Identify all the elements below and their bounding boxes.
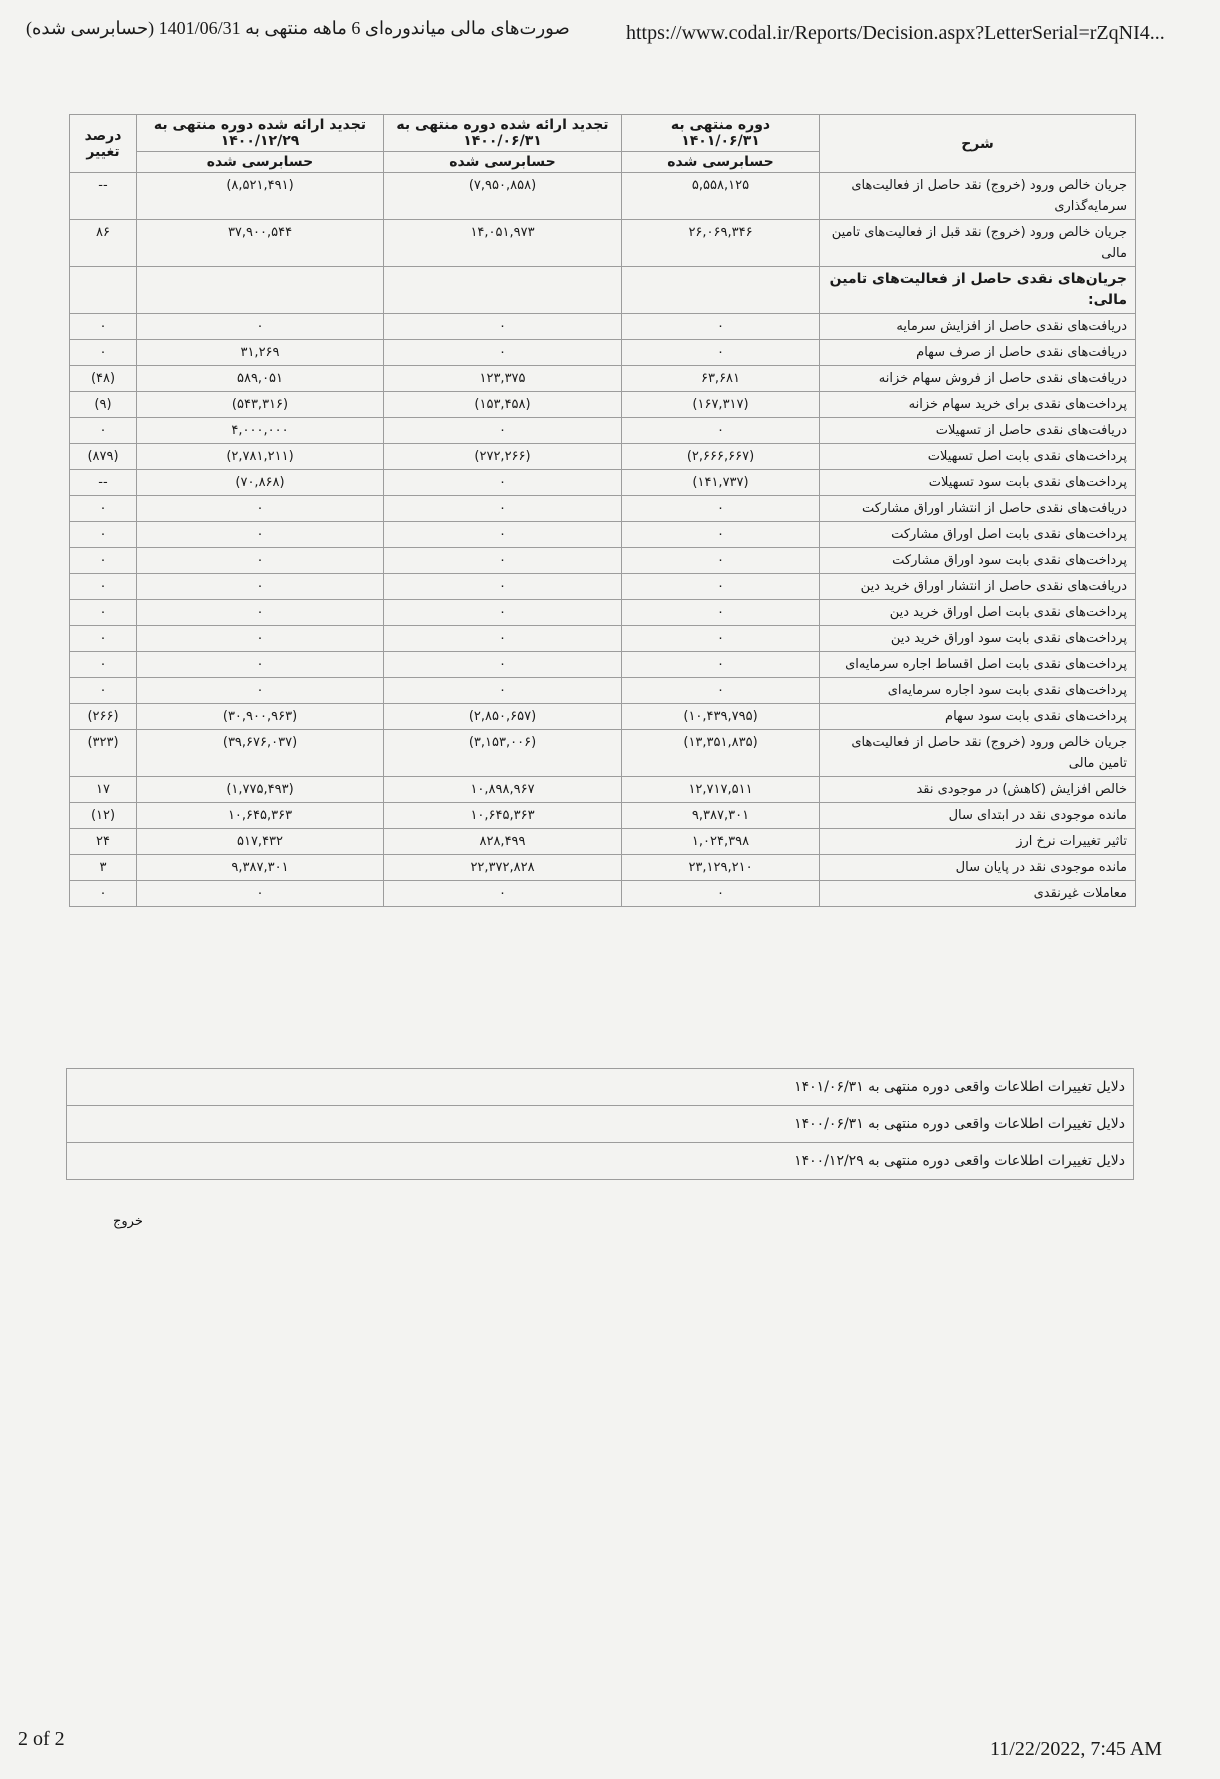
cell-percent-change: ۰	[70, 600, 137, 626]
cell-period-1401-06-31: ۵,۵۵۸,۱۲۵	[622, 173, 820, 220]
cell-restated-1400-06-31: ۰	[384, 314, 622, 340]
cell-restated-1400-12-29: (۳۰,۹۰۰,۹۶۳)	[137, 704, 384, 730]
row-description: پرداخت‌های نقدی بابت اصل اوراق مشارکت	[820, 522, 1136, 548]
row-description: پرداخت‌های نقدی بابت سود سهام	[820, 704, 1136, 730]
cell-period-1401-06-31: ۱,۰۲۴,۳۹۸	[622, 829, 820, 855]
row-description: مانده موجودی نقد در پایان سال	[820, 855, 1136, 881]
cell-restated-1400-12-29: ۴,۰۰۰,۰۰۰	[137, 418, 384, 444]
table-row	[70, 220, 1136, 267]
cell-restated-1400-12-29: ۰	[137, 600, 384, 626]
cell-percent-change: ۰	[70, 548, 137, 574]
cell-period-1401-06-31: ۹,۳۸۷,۳۰۱	[622, 803, 820, 829]
cell-period-1401-06-31: ۰	[622, 626, 820, 652]
cell-restated-1400-06-31: ۱۰,۸۹۸,۹۶۷	[384, 777, 622, 803]
cell-restated-1400-06-31	[384, 267, 622, 314]
cell-period-1401-06-31: ۰	[622, 652, 820, 678]
table-row	[70, 267, 1136, 314]
header-audited: حسابرسی شده	[622, 152, 820, 173]
table-row	[70, 574, 1136, 600]
header-audited: حسابرسی شده	[137, 152, 384, 173]
cell-restated-1400-06-31: (۱۵۳,۴۵۸)	[384, 392, 622, 418]
cell-restated-1400-12-29: ۰	[137, 678, 384, 704]
cell-percent-change: ۰	[70, 652, 137, 678]
cell-restated-1400-06-31: ۰	[384, 470, 622, 496]
cell-restated-1400-06-31: ۸۲۸,۴۹۹	[384, 829, 622, 855]
cell-percent-change: (۳۲۳)	[70, 730, 137, 777]
exit-link[interactable]: خروج	[113, 1214, 143, 1229]
row-description: دریافت‌های نقدی حاصل از فروش سهام خزانه	[820, 366, 1136, 392]
row-description: جریان خالص ورود (خروج) نقد حاصل از فعالیت‌های سرمایه‌گذاری	[820, 173, 1136, 220]
table-row	[70, 652, 1136, 678]
row-description: پرداخت‌های نقدی بابت سود اوراق خرید دین	[820, 626, 1136, 652]
row-description: جریان خالص ورود (خروج) نقد قبل از فعالیت‌های تامین مالی	[820, 220, 1136, 267]
change-reason-row: دلایل تغییرات اطلاعات واقعی دوره منتهی به ۱۴۰۰/۰۶/۳۱	[67, 1106, 1133, 1143]
cell-period-1401-06-31: (۱۳,۳۵۱,۸۳۵)	[622, 730, 820, 777]
table-row	[70, 418, 1136, 444]
cell-restated-1400-06-31: ۱۲۳,۳۷۵	[384, 366, 622, 392]
cell-restated-1400-12-29: ۰	[137, 314, 384, 340]
cell-restated-1400-12-29: ۰	[137, 626, 384, 652]
cell-restated-1400-12-29: ۰	[137, 652, 384, 678]
cell-percent-change: ۰	[70, 522, 137, 548]
print-datetime: 11/22/2022, 7:45 AM	[990, 1738, 1163, 1760]
cell-period-1401-06-31: ۰	[622, 881, 820, 907]
change-reason-row: دلایل تغییرات اطلاعات واقعی دوره منتهی به ۱۴۰۰/۱۲/۲۹	[794, 1153, 1125, 1169]
cell-percent-change: (۸۷۹)	[70, 444, 137, 470]
cell-period-1401-06-31: ۰	[622, 314, 820, 340]
row-description: جریان خالص ورود (خروج) نقد حاصل از فعالیت‌های تامین مالی	[820, 730, 1136, 777]
cell-restated-1400-12-29: (۵۴۳,۳۱۶)	[137, 392, 384, 418]
change-reason-row: دلایل تغییرات اطلاعات واقعی دوره منتهی به ۱۴۰۱/۰۶/۳۱	[67, 1069, 1133, 1106]
header-percent-change: درصد تغییر	[70, 115, 137, 173]
table-row	[70, 392, 1136, 418]
cell-restated-1400-06-31: (۲۷۲,۲۶۶)	[384, 444, 622, 470]
row-description: پرداخت‌های نقدی بابت سود تسهیلات	[820, 470, 1136, 496]
header-audited: حسابرسی شده	[384, 152, 622, 173]
cell-restated-1400-06-31: ۰	[384, 626, 622, 652]
cell-percent-change: ۰	[70, 314, 137, 340]
cell-restated-1400-12-29: ۰	[137, 881, 384, 907]
page-number: 2 of 2	[18, 1728, 65, 1750]
cell-restated-1400-06-31: ۱۴,۰۵۱,۹۷۳	[384, 220, 622, 267]
table-row	[70, 340, 1136, 366]
cell-restated-1400-12-29: ۵۱۷,۴۳۲	[137, 829, 384, 855]
row-description: جریان‌های نقدی حاصل از فعالیت‌های تامین مالی:	[820, 267, 1136, 314]
cell-period-1401-06-31: ۰	[622, 548, 820, 574]
cell-restated-1400-06-31: ۰	[384, 600, 622, 626]
cell-period-1401-06-31: ۰	[622, 418, 820, 444]
cell-restated-1400-12-29: (۸,۵۲۱,۴۹۱)	[137, 173, 384, 220]
cell-period-1401-06-31: ۲۶,۰۶۹,۳۴۶	[622, 220, 820, 267]
cell-period-1401-06-31: ۲۳,۱۲۹,۲۱۰	[622, 855, 820, 881]
header-restated-1400-12-29: تجدید ارائه شده دوره منتهی به ۱۴۰۰/۱۲/۲۹	[137, 115, 384, 152]
row-description: پرداخت‌های نقدی برای خرید سهام خزانه	[820, 392, 1136, 418]
cell-period-1401-06-31: ۶۳,۶۸۱	[622, 366, 820, 392]
cell-period-1401-06-31: (۱۶۷,۳۱۷)	[622, 392, 820, 418]
cell-restated-1400-06-31: (۷,۹۵۰,۸۵۸)	[384, 173, 622, 220]
cell-restated-1400-06-31: ۰	[384, 678, 622, 704]
cell-period-1401-06-31	[622, 267, 820, 314]
table-row	[70, 730, 1136, 777]
cell-percent-change: ۱۷	[70, 777, 137, 803]
cell-restated-1400-12-29: ۳۷,۹۰۰,۵۴۴	[137, 220, 384, 267]
cell-restated-1400-12-29: ۱۰,۶۴۵,۳۶۳	[137, 803, 384, 829]
row-description: پرداخت‌های نقدی بابت سود اوراق مشارکت	[820, 548, 1136, 574]
page-url: https://www.codal.ir/Reports/Decision.aspx?LetterSerial=rZqNI4...	[626, 22, 1165, 44]
row-description: مانده موجودی نقد در ابتدای سال	[820, 803, 1136, 829]
cell-percent-change: ۰	[70, 626, 137, 652]
cell-restated-1400-12-29	[137, 267, 384, 314]
cell-percent-change: ۰	[70, 881, 137, 907]
cell-percent-change: (۱۲)	[70, 803, 137, 829]
table-row	[70, 626, 1136, 652]
table-row	[70, 881, 1136, 907]
cell-restated-1400-12-29: (۲,۷۸۱,۲۱۱)	[137, 444, 384, 470]
table-row	[70, 600, 1136, 626]
cell-restated-1400-06-31: (۲,۸۵۰,۶۵۷)	[384, 704, 622, 730]
cell-restated-1400-06-31: ۰	[384, 522, 622, 548]
cell-restated-1400-12-29: (۱,۷۷۵,۴۹۳)	[137, 777, 384, 803]
cell-restated-1400-12-29: ۰	[137, 574, 384, 600]
cell-restated-1400-06-31: ۰	[384, 881, 622, 907]
table-row	[70, 444, 1136, 470]
cell-period-1401-06-31: ۰	[622, 496, 820, 522]
cell-period-1401-06-31: ۰	[622, 600, 820, 626]
cell-restated-1400-06-31: ۰	[384, 652, 622, 678]
cell-percent-change: ۰	[70, 574, 137, 600]
cell-percent-change: (۲۶۶)	[70, 704, 137, 730]
cell-restated-1400-06-31: ۰	[384, 418, 622, 444]
cell-percent-change: ۰	[70, 496, 137, 522]
table-row	[70, 678, 1136, 704]
table-row	[70, 522, 1136, 548]
cell-percent-change: --	[70, 470, 137, 496]
cell-restated-1400-12-29: ۰	[137, 496, 384, 522]
row-description: پرداخت‌های نقدی بابت اصل اقساط اجاره سرمایه‌ای	[820, 652, 1136, 678]
cell-percent-change: ۳	[70, 855, 137, 881]
cell-period-1401-06-31: ۰	[622, 522, 820, 548]
header-description: شرح	[820, 115, 1136, 173]
header-period-1401-06-31: دوره منتهی به ۱۴۰۱/۰۶/۳۱	[622, 115, 820, 152]
cell-percent-change: ۰	[70, 678, 137, 704]
row-description: دریافت‌های نقدی حاصل از انتشار اوراق خرید دین	[820, 574, 1136, 600]
cell-percent-change: (۹)	[70, 392, 137, 418]
cell-restated-1400-12-29: ۰	[137, 522, 384, 548]
cell-restated-1400-06-31: ۰	[384, 574, 622, 600]
cell-period-1401-06-31: ۰	[622, 574, 820, 600]
table-row	[70, 314, 1136, 340]
cell-restated-1400-12-29: (۳۹,۶۷۶,۰۳۷)	[137, 730, 384, 777]
cell-restated-1400-12-29: ۰	[137, 548, 384, 574]
table-row	[70, 829, 1136, 855]
cell-restated-1400-06-31: ۱۰,۶۴۵,۳۶۳	[384, 803, 622, 829]
cell-restated-1400-12-29: ۵۸۹,۰۵۱	[137, 366, 384, 392]
cell-period-1401-06-31: (۲,۶۶۶,۶۶۷)	[622, 444, 820, 470]
row-description: پرداخت‌های نقدی بابت سود اجاره سرمایه‌ای	[820, 678, 1136, 704]
cell-percent-change: ۰	[70, 418, 137, 444]
header-restated-1400-06-31: تجدید ارائه شده دوره منتهی به ۱۴۰۰/۰۶/۳۱	[384, 115, 622, 152]
document-title: صورت‌های مالی میاندوره‌ای 6 ماهه منتهی به 1401/06/31 (حسابرسی شده)	[26, 18, 570, 38]
table-row	[70, 803, 1136, 829]
cell-percent-change	[70, 267, 137, 314]
cell-restated-1400-12-29: ۳۱,۲۶۹	[137, 340, 384, 366]
table-row	[70, 366, 1136, 392]
table-row	[70, 548, 1136, 574]
cell-restated-1400-06-31: ۰	[384, 548, 622, 574]
cell-period-1401-06-31: ۰	[622, 678, 820, 704]
row-description: معاملات غیرنقدی	[820, 881, 1136, 907]
cell-period-1401-06-31: ۱۲,۷۱۷,۵۱۱	[622, 777, 820, 803]
cell-restated-1400-12-29: (۷۰,۸۶۸)	[137, 470, 384, 496]
cell-restated-1400-06-31: ۰	[384, 340, 622, 366]
row-description: دریافت‌های نقدی حاصل از انتشار اوراق مشارکت	[820, 496, 1136, 522]
row-description: پرداخت‌های نقدی بابت اصل تسهیلات	[820, 444, 1136, 470]
change-reasons-panel	[66, 1068, 1134, 1180]
cash-flow-table	[69, 114, 1136, 907]
row-description: پرداخت‌های نقدی بابت اصل اوراق خرید دین	[820, 600, 1136, 626]
table-row	[70, 777, 1136, 803]
row-description: خالص افزایش (کاهش) در موجودی نقد	[820, 777, 1136, 803]
cell-restated-1400-06-31: ۰	[384, 496, 622, 522]
table-body	[70, 173, 1136, 907]
cell-percent-change: ۲۴	[70, 829, 137, 855]
cell-period-1401-06-31: ۰	[622, 340, 820, 366]
cell-restated-1400-06-31: ۲۲,۳۷۲,۸۲۸	[384, 855, 622, 881]
row-description: دریافت‌های نقدی حاصل از افزایش سرمایه	[820, 314, 1136, 340]
cell-percent-change: --	[70, 173, 137, 220]
table-row	[70, 855, 1136, 881]
table-row	[70, 496, 1136, 522]
cell-period-1401-06-31: (۱۰,۴۳۹,۷۹۵)	[622, 704, 820, 730]
cell-percent-change: ۰	[70, 340, 137, 366]
cell-restated-1400-06-31: (۳,۱۵۳,۰۰۶)	[384, 730, 622, 777]
row-description: دریافت‌های نقدی حاصل از تسهیلات	[820, 418, 1136, 444]
row-description: تاثیر تغییرات نرخ ارز	[820, 829, 1136, 855]
cell-period-1401-06-31: (۱۴۱,۷۳۷)	[622, 470, 820, 496]
cell-percent-change: ۸۶	[70, 220, 137, 267]
table-row	[70, 173, 1136, 220]
cell-restated-1400-12-29: ۹,۳۸۷,۳۰۱	[137, 855, 384, 881]
table-row	[70, 704, 1136, 730]
cell-percent-change: (۴۸)	[70, 366, 137, 392]
table-row	[70, 470, 1136, 496]
row-description: دریافت‌های نقدی حاصل از صرف سهام	[820, 340, 1136, 366]
